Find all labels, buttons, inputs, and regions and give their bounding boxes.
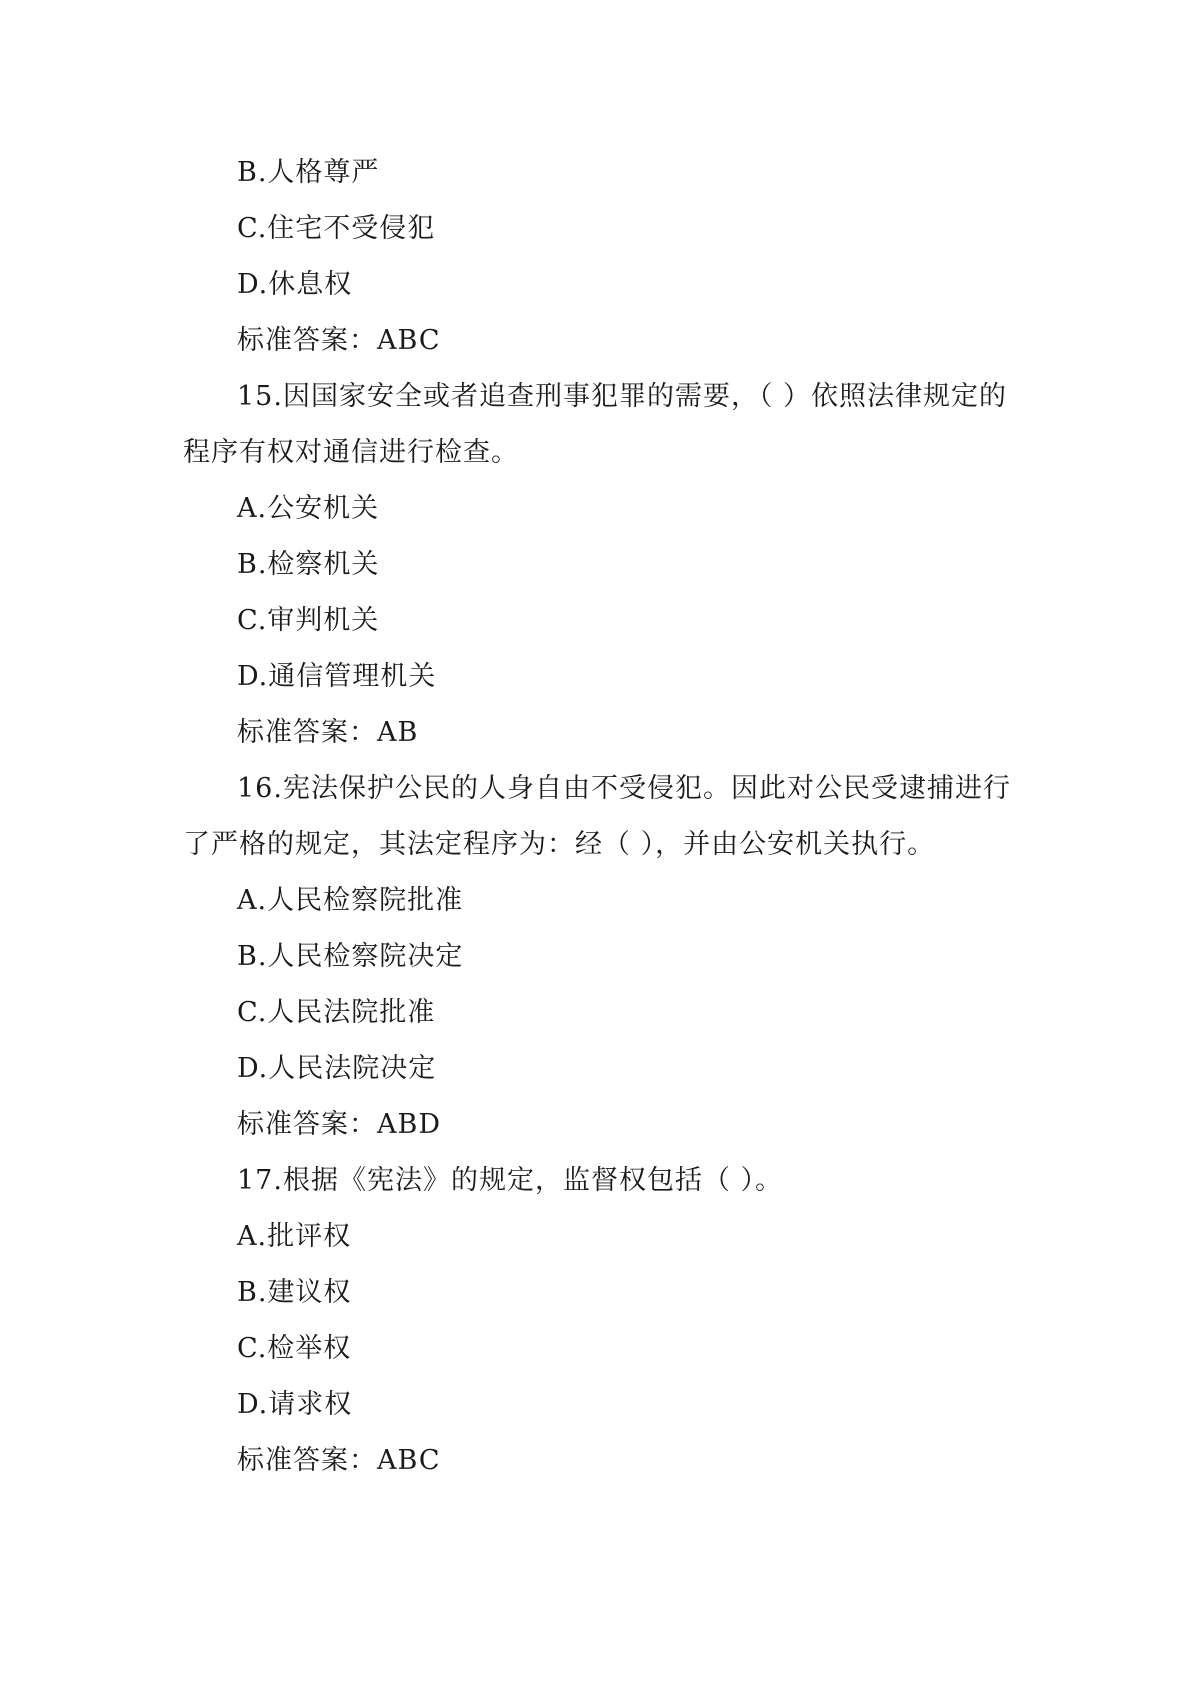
q16-answer: 标准答案：ABD [237, 1109, 441, 1140]
q14-option-d: D.休息权 [237, 269, 353, 300]
q16-option-d: D.人民法院决定 [237, 1053, 437, 1084]
q15-option-b: B.检察机关 [237, 549, 380, 580]
q15-option-d: D.通信管理机关 [237, 661, 437, 692]
q17-option-d: D.请求权 [237, 1389, 353, 1420]
q15-stem-line1: 15.因国家安全或者追查刑事犯罪的需要，（ ）依照法律规定的 [237, 381, 1008, 412]
q17-option-b: B.建议权 [237, 1277, 352, 1308]
q15-answer: 标准答案：AB [237, 717, 419, 748]
q14-answer: 标准答案：ABC [237, 325, 441, 356]
q14-option-c: C.住宅不受侵犯 [237, 213, 436, 244]
q15-stem-line2: 程序有权对通信进行检查。 [183, 437, 519, 468]
q15-option-c: C.审判机关 [237, 605, 380, 636]
q16-option-a: A.人民检察院批准 [237, 885, 464, 916]
q16-option-b: B.人民检察院决定 [237, 941, 464, 972]
q17-stem-line1: 17.根据《宪法》的规定，监督权包括（ ）。 [237, 1165, 784, 1196]
q16-stem-line1: 16.宪法保护公民的人身自由不受侵犯。因此对公民受逮捕进行 [237, 773, 1011, 804]
q17-option-c: C.检举权 [237, 1333, 352, 1364]
q14-option-b: B.人格尊严 [237, 157, 380, 188]
q16-stem-line2: 了严格的规定，其法定程序为：经（ ），并由公安机关执行。 [183, 829, 936, 860]
q17-answer: 标准答案：ABC [237, 1445, 441, 1476]
q16-option-c: C.人民法院批准 [237, 997, 436, 1028]
q15-option-a: A.公安机关 [237, 493, 380, 524]
q17-option-a: A.批评权 [237, 1221, 352, 1252]
